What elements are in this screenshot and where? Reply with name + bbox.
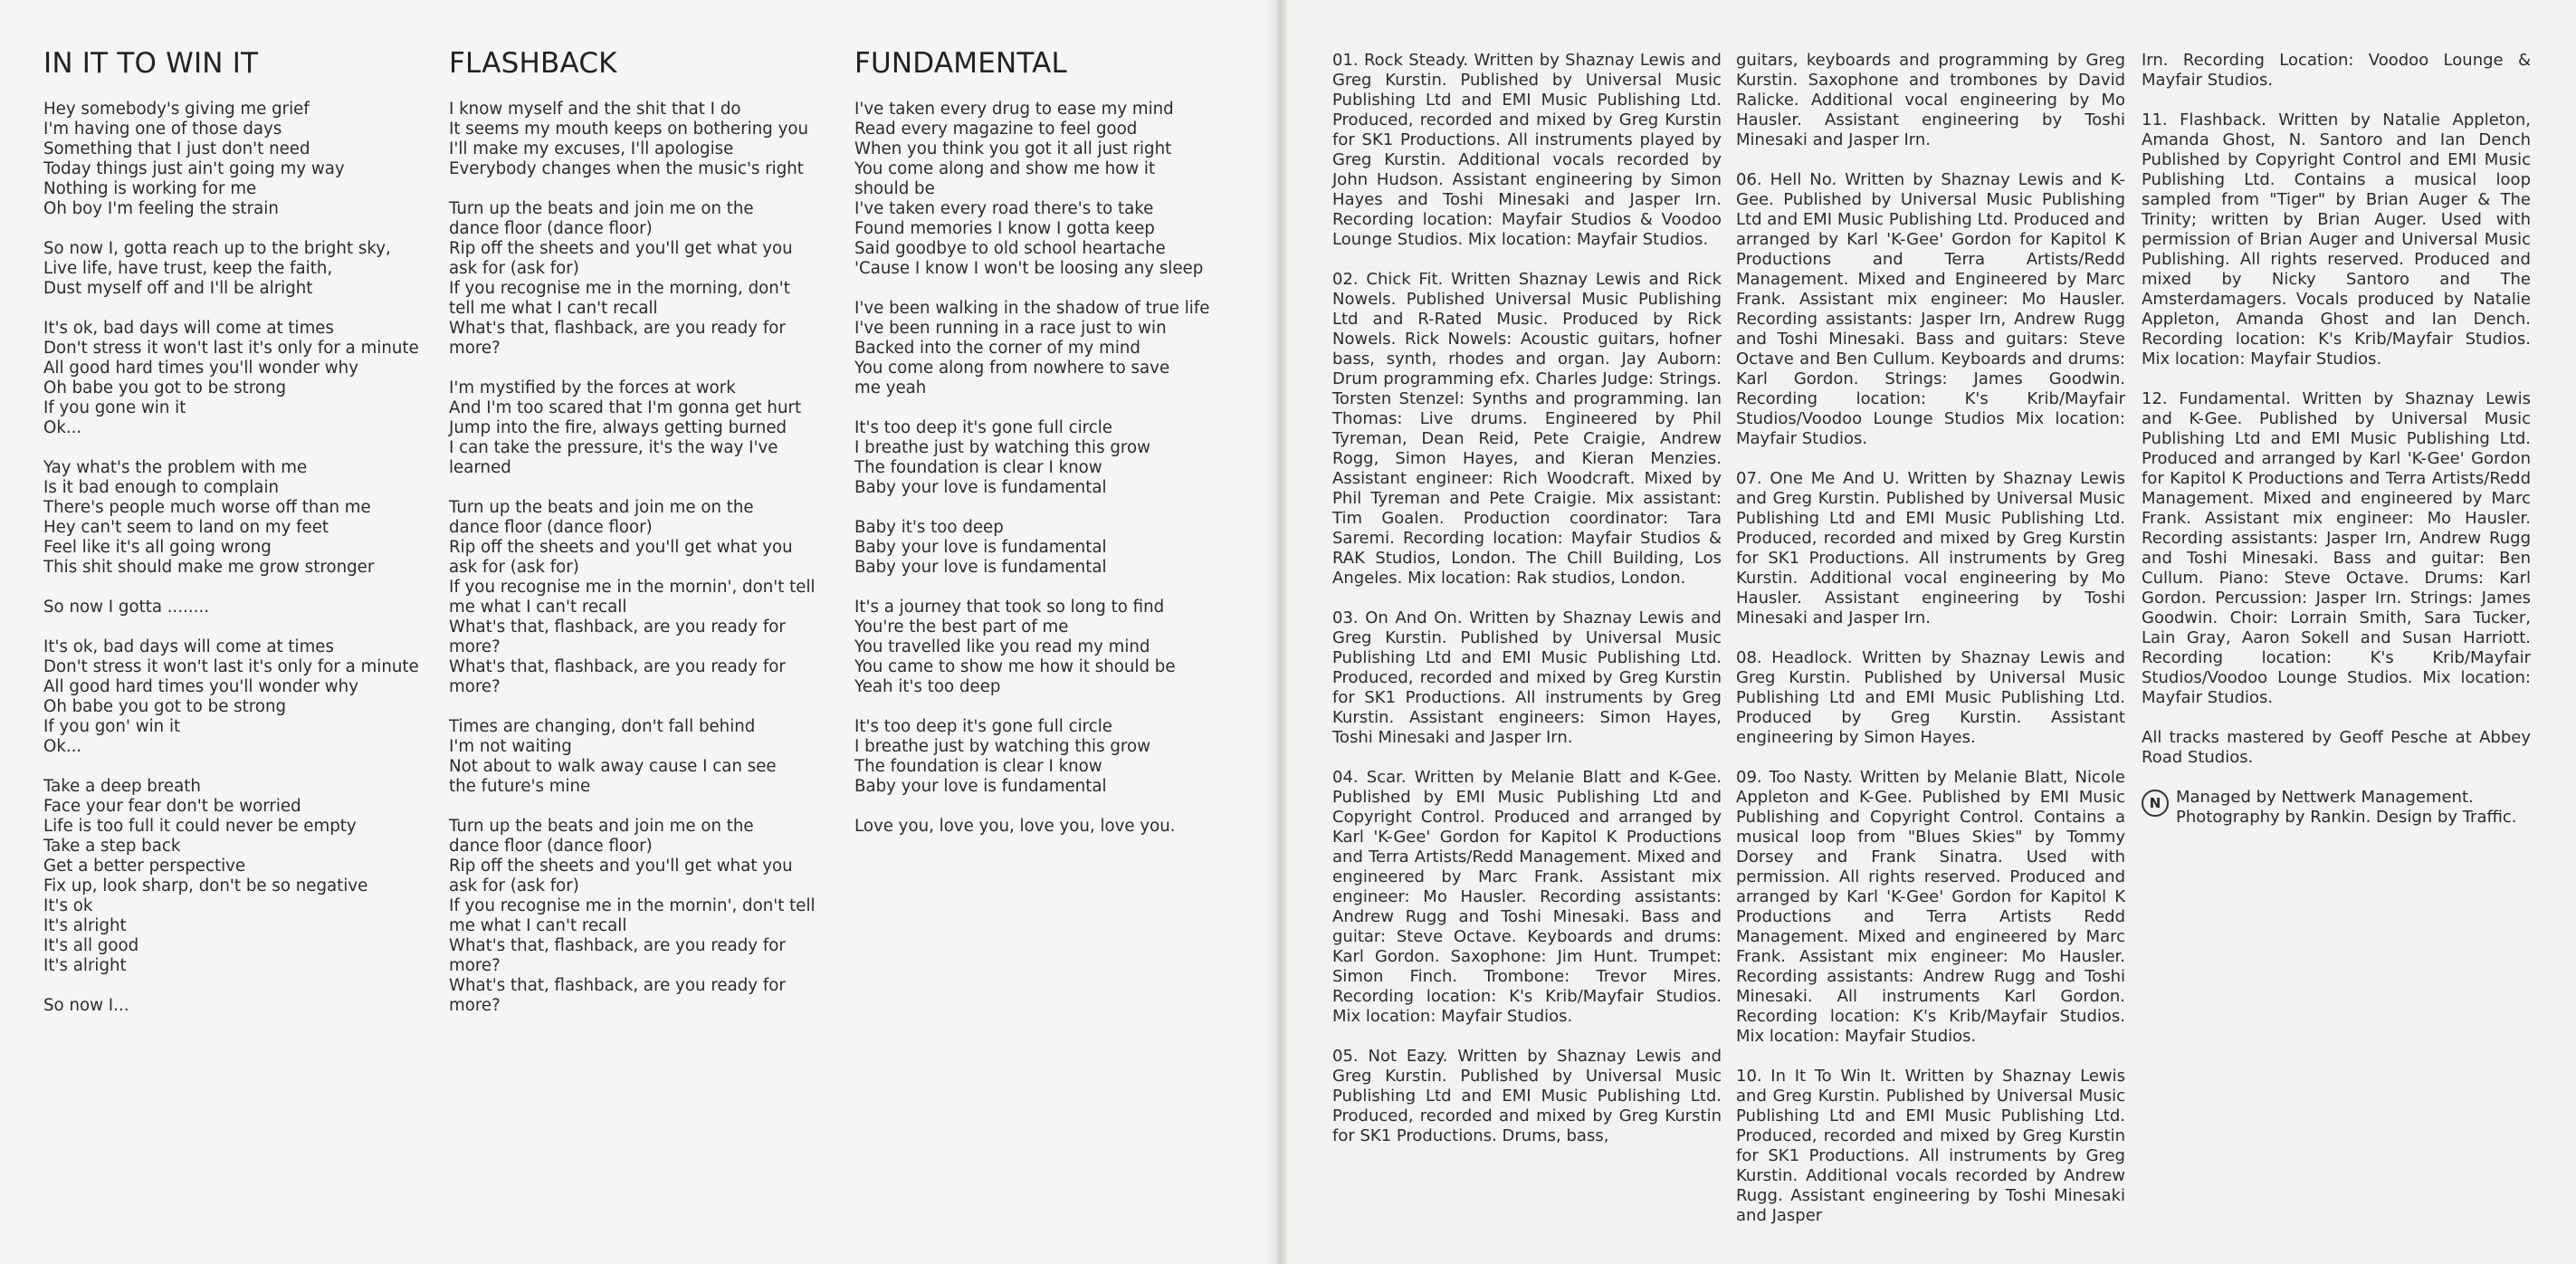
lyric-line: I'm having one of those days xyxy=(43,120,282,139)
lyric-line: I breathe just by watching this grow xyxy=(854,737,1150,756)
lyric-line: What's that, flashback, are you ready for xyxy=(449,618,786,637)
lyric-line: Baby your love is fundamental xyxy=(854,538,1107,557)
lyric-line: I breathe just by watching this grow xyxy=(854,438,1150,457)
lyric-line: Is it bad enough to complain xyxy=(43,478,280,497)
lyric-stanza xyxy=(854,598,1253,697)
lyric-line: I've been walking in the shadow of true life xyxy=(854,299,1210,318)
lyric-stanza xyxy=(43,100,424,219)
lyric-line: Oh boy I'm feeling the strain xyxy=(43,199,279,218)
song-title: IN IT TO WIN IT xyxy=(43,47,259,80)
lyric-line: So now I gotta ........ xyxy=(43,598,210,617)
lyric-line: This shit should make me grow stronger xyxy=(43,558,375,577)
lyric-line: If you recognise me in the morning, don't xyxy=(449,279,790,298)
lyric-line: Oh babe you got to be strong xyxy=(43,378,287,397)
lyric-line: Baby it's too deep xyxy=(854,518,1004,537)
lyric-line: Oh babe you got to be strong xyxy=(43,697,287,716)
credit-paragraph: 03. On And On. Written by Shaznay Lewis and Greg Kurstin. Published by Universal Music Publishing Ltd and EMI Music Publishing Ltd. Produced, recorded and mixed by Greg Kurstin for SK1 Productions. All instruments by Greg Kurstin. Assistant engineers: Simon Hayes, Toshi Minesaki and Jasper Irn. xyxy=(1332,608,1722,747)
lyric-line: If you gone win it xyxy=(43,398,186,417)
lyric-line: me what I can't recall xyxy=(449,916,627,935)
lyric-line: What's that, flashback, are you ready for xyxy=(449,936,786,955)
management-credit: Managed by Nettwerk Management. Photography by Rankin. Design by Traffic. xyxy=(2176,788,2517,827)
lyric-stanza xyxy=(43,637,424,757)
credits-column-1 xyxy=(1332,51,1722,1166)
lyric-stanza xyxy=(43,239,424,299)
lyric-line: Love you, love you, love you, love you. xyxy=(854,817,1176,836)
lyric-line: ask for (ask for) xyxy=(449,876,579,895)
lyric-line: What's that, flashback, are you ready for xyxy=(449,657,786,676)
lyric-line: ask for (ask for) xyxy=(449,558,579,577)
lyric-line: dance floor (dance floor) xyxy=(449,219,653,238)
lyric-line: Take a step back xyxy=(43,837,181,856)
lyric-line: more? xyxy=(449,339,501,358)
lyric-line: Today things just ain't going my way xyxy=(43,159,345,178)
credit-paragraph: 11. Flashback. Written by Natalie Appleton, Amanda Ghost, N. Santoro and Ian Dench Published by Copyright Control and EMI Music Publishing Ltd. Contains a musical loop sampled from "Tiger" by Brian Auger & The Trinity; written by Brian Auger. Used with permission of Brian Auger and Universal Music Publishing. All rights reserved. Produced and mixed by Nicky Santoro and The Amsterdamagers. Vocals produced by Natalie Appleton, Amanda Ghost and Ian Dench. Recording location: K's Krib/Mayfair Studios. Mix location: Mayfair Studios. xyxy=(2142,110,2531,369)
lyric-line: Not about to walk away cause I can see xyxy=(449,757,777,776)
lyric-line: should be xyxy=(854,179,935,198)
lyric-line: Take a deep breath xyxy=(43,777,201,796)
lyric-line: Found memories I know I gotta keep xyxy=(854,219,1155,238)
lyric-line: Turn up the beats and join me on the xyxy=(449,817,754,836)
lyric-line: Dust myself off and I'll be alright xyxy=(43,279,313,298)
lyric-line: If you recognise me in the mornin', don't tell xyxy=(449,896,816,915)
credit-paragraph: All tracks mastered by Geoff Pesche at Abbey Road Studios. xyxy=(2142,728,2531,767)
lyric-line: ask for (ask for) xyxy=(449,259,579,278)
lyric-line: There's people much worse off than me xyxy=(43,498,371,517)
lyric-line: I know myself and the shit that I do xyxy=(449,100,741,119)
lyric-stanza xyxy=(449,817,838,1016)
credit-paragraph: 01. Rock Steady. Written by Shaznay Lewis and Greg Kurstin. Published by Universal Music Publishing Ltd and EMI Music Publishing Ltd. Produced, recorded and mixed by Greg Kurstin for SK1 Productions. All instruments played by Greg Kurstin. Additional vocals recorded by John Hudson. Assistant engineering by Simon Hayes and Toshi Minesaki and Jasper Irn. Recording location: Mayfair Studios & Voodoo Lounge Studios. Mix location: Mayfair Studios. xyxy=(1332,51,1722,249)
lyric-stanza xyxy=(43,996,424,1016)
lyric-line: Times are changing, don't fall behind xyxy=(449,717,756,736)
lyric-stanza xyxy=(449,100,838,179)
lyric-line: The foundation is clear I know xyxy=(854,757,1102,776)
lyric-line: Don't stress it won't last it's only for a minute xyxy=(43,657,419,676)
credit-paragraph: 02. Chick Fit. Written Shaznay Lewis and Rick Nowels. Published Universal Music Publishing Ltd and R-Rated Music. Produced by Rick Nowels. Rick Nowels: Acoustic guitars, hofner bass, synth, rhodes and organ. Jay Auborn: Drum programming efx. Charles Judge: Strings. Torsten Stenzel: Synths and programming. Ian Thomas: Live drums. Engineered by Phil Tyreman, Dean Reid, Pete Craigie, Andrew Rogg, Simon Hayes, and Kieran Menzies. Assistant engineer: Rich Woodcraft. Mixed by Phil Tyreman and Pete Craigie. Mix assistant: Tim Goalen. Production coordinator: Tara Saremi. Recording location: Mayfair Studios & RAK Studios, London. The Chill Building, Los Angeles. Mix location: Rak studios, London. xyxy=(1332,270,1722,588)
lyrics-column-2 xyxy=(449,47,838,1036)
lyric-line: It's alright xyxy=(43,916,127,935)
lyric-stanza xyxy=(449,498,838,697)
lyric-line: Yeah it's too deep xyxy=(854,677,1001,696)
credits-column-3 xyxy=(2142,51,2531,828)
lyric-stanza xyxy=(43,598,424,618)
lyric-stanza xyxy=(854,418,1253,498)
lyric-line: You came to show me how it should be xyxy=(854,657,1176,676)
lyric-line: Hey can't seem to land on my feet xyxy=(43,518,329,537)
song-title: FLASHBACK xyxy=(449,47,617,80)
lyric-line: You come along and show me how it xyxy=(854,159,1156,178)
management-block xyxy=(2142,788,2531,828)
lyric-line: Jump into the fire, always getting burned xyxy=(449,418,787,437)
lyric-stanza xyxy=(43,319,424,438)
lyrics-column-1 xyxy=(43,47,424,1036)
lyric-line: You're the best part of me xyxy=(854,618,1069,637)
lyric-line: It's all good xyxy=(43,936,139,955)
lyric-line: It's a journey that took so long to find xyxy=(854,598,1165,617)
lyric-line: dance floor (dance floor) xyxy=(449,837,653,856)
lyric-line: When you think you got it all just right xyxy=(854,139,1172,158)
lyric-line: It's ok, bad days will come at times xyxy=(43,637,334,656)
lyric-line: Read every magazine to feel good xyxy=(854,120,1138,139)
lyric-line: I've taken every road there's to take xyxy=(854,199,1154,218)
credit-paragraph: 04. Scar. Written by Melanie Blatt and K-Gee. Published by EMI Music Publishing Ltd and Copyright Control. Produced and arranged by Karl 'K-Gee' Gordon for Kapitol K Productions and Terra Artists/Redd Management. Mixed and engineered by Marc Frank. Assistant mix engineer: Mo Hausler. Recording assistants: Andrew Rugg and Toshi Minesaki. Bass and guitar: Steve Octave. Keyboards and drums: Karl Gordon. Saxophone: Jim Hunt. Trumpet: Simon Finch. Trombone: Trevor Mires. Recording location: K's Krib/Mayfair Studios. Mix location: Mayfair Studios. xyxy=(1332,768,1722,1026)
lyric-line: It seems my mouth keeps on bothering you xyxy=(449,120,808,139)
lyric-line: dance floor (dance floor) xyxy=(449,518,653,537)
lyric-line: You travelled like you read my mind xyxy=(854,637,1150,656)
lyric-stanza xyxy=(854,817,1253,837)
lyric-line: Baby your love is fundamental xyxy=(854,777,1107,796)
lyric-stanza xyxy=(449,717,838,797)
lyric-line: more? xyxy=(449,677,501,696)
lyric-line: Baby your love is fundamental xyxy=(854,558,1107,577)
lyric-line: If you gon' win it xyxy=(43,717,181,736)
lyric-line: So now I... xyxy=(43,996,129,1015)
credit-paragraph: guitars, keyboards and programming by Greg Kurstin. Saxophone and trombones by David Ralicke. Additional vocal engineering by Mo Hausler. Assistant engineering by Toshi Minesaki and Jasper Irn. xyxy=(1736,51,2125,149)
lyric-line: Rip off the sheets and you'll get what you xyxy=(449,857,793,876)
lyric-line: Nothing is working for me xyxy=(43,179,257,198)
right-page xyxy=(1287,0,2576,1264)
lyric-line: Get a better perspective xyxy=(43,857,246,876)
lyric-line: It's too deep it's gone full circle xyxy=(854,717,1112,736)
credit-paragraph: 10. In It To Win It. Written by Shaznay Lewis and Greg Kurstin. Published by Universal Music Publishing Ltd and EMI Music Publishing Ltd. Produced, recorded and mixed by Greg Kurstin for SK1 Productions. All instruments by Greg Kurstin. Additional vocals recorded by Andrew Rugg. Assistant engineering by Toshi Minesaki and Jasper xyxy=(1736,1067,2125,1225)
nettwerk-logo-icon: N xyxy=(2142,790,2169,817)
lyric-line: Yay what's the problem with me xyxy=(43,458,308,477)
lyric-stanza xyxy=(43,777,424,976)
lyric-line: Something that I just don't need xyxy=(43,139,310,158)
lyric-line: If you recognise me in the mornin', don't tell xyxy=(449,578,816,597)
credit-paragraph: 08. Headlock. Written by Shaznay Lewis and Greg Kurstin. Published by Universal Music Publishing Ltd and EMI Music Publishing Ltd. Produced by Greg Kurstin. Assistant engineering by Simon Hayes. xyxy=(1736,648,2125,747)
credit-paragraph: 09. Too Nasty. Written by Melanie Blatt, Nicole Appleton and K-Gee. Published by EMI Music Publishing and Copyright Control. Contains a musical loop from "Blues Skies" by Tommy Dorsey and Frank Sinatra. Used with permission. All rights reserved. Produced and arranged by Karl 'K-Gee' Gordon for Kapitol K Productions and Terra Artists Redd Management. Mixed and engineered by Marc Frank. Assistant mix engineer: Mo Hausler. Recording assistants: Andrew Rugg and Toshi Minesaki. All instruments Karl Gordon. Recording location: K's Krib/Mayfair Studios. Mix location: Mayfair Studios. xyxy=(1736,768,2125,1046)
credits-col3-body xyxy=(2142,51,2531,768)
lyric-line: tell me what I can't recall xyxy=(449,299,658,318)
lyric-line: You come along from nowhere to save xyxy=(854,359,1170,378)
credit-paragraph: 05. Not Eazy. Written by Shaznay Lewis and Greg Kurstin. Published by Universal Music Publishing Ltd and EMI Music Publishing Ltd. Produced, recorded and mixed by Greg Kurstin for SK1 Productions. Drums, bass, xyxy=(1332,1047,1722,1145)
lyric-line: Life is too full it could never be empty xyxy=(43,817,357,836)
lyric-stanza xyxy=(449,199,838,359)
lyric-line: more? xyxy=(449,956,501,975)
lyric-stanza xyxy=(854,299,1253,398)
lyric-line: Fix up, look sharp, don't be so negative xyxy=(43,876,368,895)
lyric-line: Hey somebody's giving me grief xyxy=(43,100,310,119)
lyric-line: the future's mine xyxy=(449,777,591,796)
lyric-line: Ok... xyxy=(43,737,82,756)
lyric-line: Backed into the corner of my mind xyxy=(854,339,1140,358)
lyric-line: I'll make my excuses, I'll apologise xyxy=(449,139,734,158)
credits-column-2 xyxy=(1736,51,2125,1246)
lyric-line: 'Cause I know I won't be loosing any sleep xyxy=(854,259,1204,278)
lyric-line: What's that, flashback, are you ready for xyxy=(449,976,786,995)
lyric-line: learned xyxy=(449,458,511,477)
lyric-line: Ok... xyxy=(43,418,82,437)
credit-paragraph: 12. Fundamental. Written by Shaznay Lewis and K-Gee. Published by Universal Music Publishing Ltd and EMI Music Publishing Ltd. Produced and arranged by Karl 'K-Gee' Gordon for Kapitol K Productions and Terra Artists/Redd Management. Mixed and engineered by Marc Frank. Assistant mix engineer: Mo Hausler. Recording assistants: Jasper Irn, Andrew Rugg and Toshi Minesaki. Bass and guitar: Ben Cullum. Piano: Steve Octave. Drums: Karl Gordon. Percussion: Jasper Irn. Strings: James Goodwin. Choir: Lorrain Smith, Sara Tucker, Lain Gray, Aaron Sokell and Susan Harriott. Recording location: K's Krib/Mayfair Studios/Voodoo Lounge Studios. Mix location: Mayfair Studios. xyxy=(2142,389,2531,707)
lyric-line: What's that, flashback, are you ready for xyxy=(449,319,786,338)
lyric-line: All good hard times you'll wonder why xyxy=(43,677,358,696)
lyric-line: So now I, gotta reach up to the bright sky, xyxy=(43,239,391,258)
left-page xyxy=(0,0,1276,1264)
lyric-line: I'm mystified by the forces at work xyxy=(449,378,736,397)
lyric-stanza xyxy=(854,518,1253,578)
lyric-line: I'm not waiting xyxy=(449,737,572,756)
lyric-line: Face your fear don't be worried xyxy=(43,797,301,816)
lyric-line: Turn up the beats and join me on the xyxy=(449,199,754,218)
lyric-stanza xyxy=(43,458,424,578)
lyric-line: Live life, have trust, keep the faith, xyxy=(43,259,333,278)
lyric-line: I can take the pressure, it's the way I've xyxy=(449,438,778,457)
lyric-line: Turn up the beats and join me on the xyxy=(449,498,754,517)
lyric-line: Baby your love is fundamental xyxy=(854,478,1107,497)
song-title: FUNDAMENTAL xyxy=(854,47,1067,80)
lyric-line: Rip off the sheets and you'll get what you xyxy=(449,239,793,258)
lyric-line: me yeah xyxy=(854,378,927,397)
lyric-line: And I'm too scared that I'm gonna get hurt xyxy=(449,398,802,417)
lyric-line: All good hard times you'll wonder why xyxy=(43,359,358,378)
lyric-line: Don't stress it won't last it's only for a minute xyxy=(43,339,419,358)
lyric-stanza xyxy=(854,717,1253,797)
credit-paragraph: Irn. Recording Location: Voodoo Lounge & Mayfair Studios. xyxy=(2142,51,2531,90)
lyrics-column-3 xyxy=(854,47,1253,857)
lyric-line: more? xyxy=(449,996,501,1015)
lyric-line: It's too deep it's gone full circle xyxy=(854,418,1112,437)
lyric-line: I've been running in a race just to win xyxy=(854,319,1167,338)
lyric-line: It's alright xyxy=(43,956,127,975)
credit-paragraph: 06. Hell No. Written by Shaznay Lewis and K-Gee. Published by Universal Music Publishing Ltd and EMI Music Publishing Ltd. Produced and arranged by Karl 'K-Gee' Gordon for Kapitol K Productions and Terra Artists/Redd Management. Mixed and Engineered by Marc Frank. Assistant mix engineer: Mo Hausler. Recording assistants: Jasper Irn, Andrew Rugg and Toshi Minesaki. Bass and guitars: Steve Octave and Ben Cullum. Keyboards and drums: Karl Gordon. Strings: James Goodwin. Recording location: K's Krib/Mayfair Studios/Voodoo Lounge Studios Mix location: Mayfair Studios. xyxy=(1736,170,2125,448)
lyric-line: The foundation is clear I know xyxy=(854,458,1102,477)
lyric-line: me what I can't recall xyxy=(449,598,627,617)
lyric-line: Everybody changes when the music's right xyxy=(449,159,804,178)
credit-paragraph: 07. One Me And U. Written by Shaznay Lewis and Greg Kurstin. Published by Universal Music Publishing Ltd and EMI Music Publishing Ltd. Produced, recorded and mixed by Greg Kurstin for SK1 Productions. All instruments by Greg Kurstin. Additional vocal engineering by Mo Hausler. Assistant engineering by Toshi Minesaki and Jasper Irn. xyxy=(1736,469,2125,627)
lyric-line: It's ok, bad days will come at times xyxy=(43,319,334,338)
lyric-stanza xyxy=(854,100,1253,279)
lyric-line: more? xyxy=(449,637,501,656)
lyric-line: Feel like it's all going wrong xyxy=(43,538,272,557)
lyric-line: Rip off the sheets and you'll get what you xyxy=(449,538,793,557)
lyric-stanza xyxy=(449,378,838,478)
lyric-line: Said goodbye to old school heartache xyxy=(854,239,1166,258)
lyric-line: It's ok xyxy=(43,896,93,915)
lyric-line: I've taken every drug to ease my mind xyxy=(854,100,1174,119)
